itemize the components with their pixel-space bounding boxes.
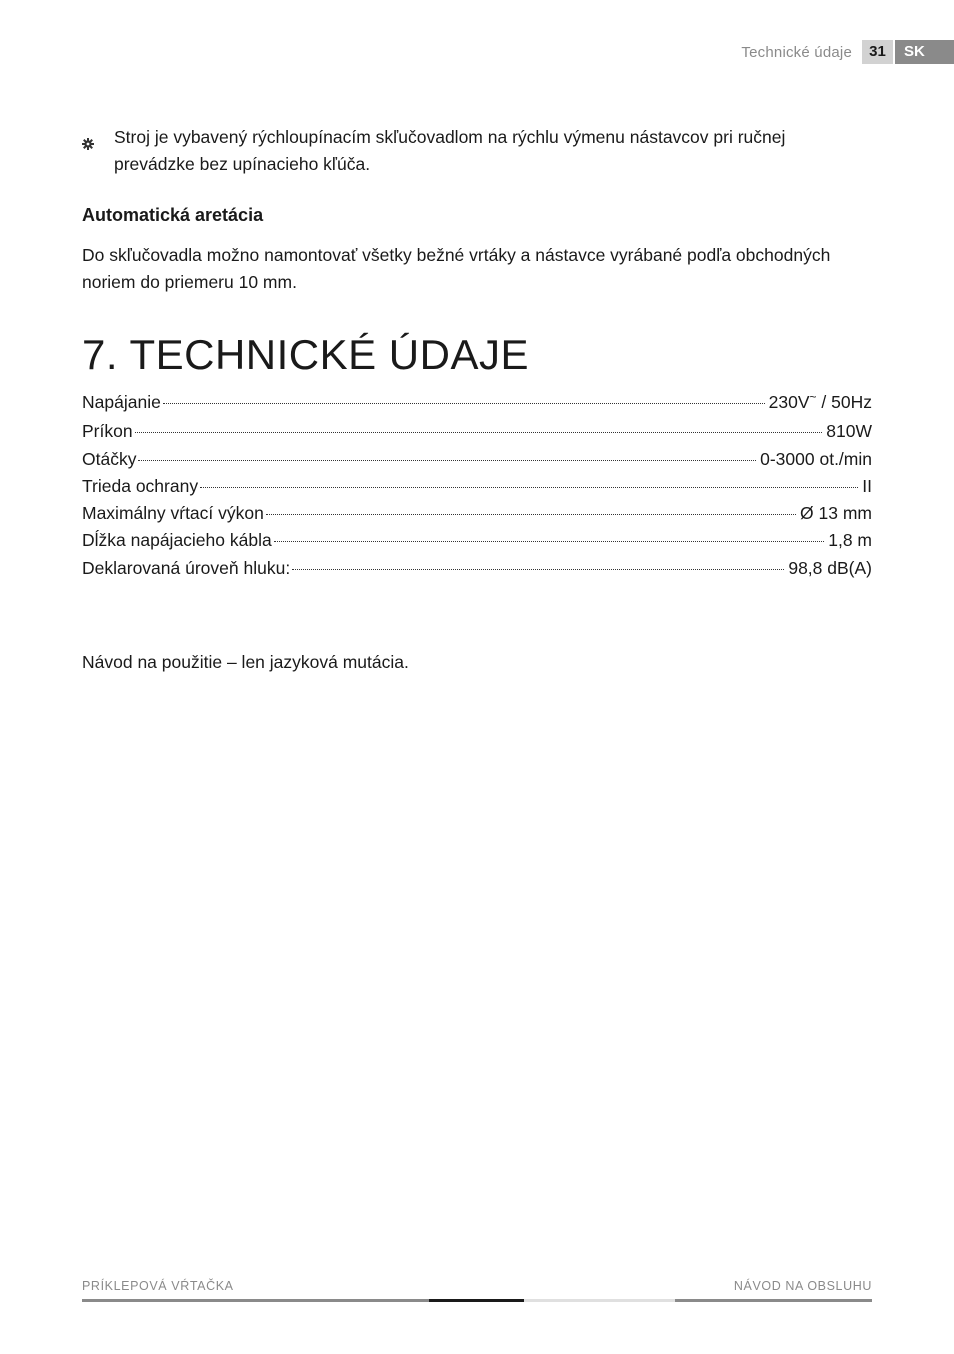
dot-leader xyxy=(292,569,784,570)
footer-bar-segment xyxy=(524,1299,675,1302)
spec-row-noise-level xyxy=(82,555,872,582)
footer-manual-label: NÁVOD NA OBSLUHU xyxy=(733,1279,872,1293)
dot-leader xyxy=(135,432,823,433)
footer-bar-segment xyxy=(82,1299,429,1302)
dot-leader xyxy=(200,487,858,488)
spec-label: Napájanie xyxy=(82,392,161,412)
page-footer xyxy=(82,1279,872,1302)
bullet-text xyxy=(114,124,872,178)
spec-label: Dĺžka napájacieho kábla xyxy=(82,530,272,551)
spec-value: 98,8 dB(A) xyxy=(788,557,872,578)
spec-label: Otáčky xyxy=(82,448,137,469)
chuck-paragraph xyxy=(82,242,872,296)
spec-label: Trieda ochrany xyxy=(82,475,199,496)
spec-value-frequency: / 50Hz xyxy=(816,392,872,412)
header-language-tab: SK xyxy=(895,40,954,64)
spec-value: 0-3000 ot./min xyxy=(760,448,872,469)
dot-leader xyxy=(274,541,825,542)
paragraph-line-2: noriem do priemeru 10 mm. xyxy=(82,272,297,292)
footer-bar-segment xyxy=(675,1299,872,1302)
bullet-item xyxy=(82,124,872,178)
dot-leader xyxy=(163,403,765,404)
page-header xyxy=(741,40,954,64)
spec-value-voltage: 230V xyxy=(768,392,810,412)
header-page-number: 31 xyxy=(862,40,893,64)
section-title: 7. TECHNICKÉ ÚDAJE xyxy=(82,331,529,378)
spec-label: Deklarovaná úroveň hluku: xyxy=(82,557,291,578)
spec-label: Príkon xyxy=(82,421,133,442)
spec-value-ac-symbol: ~ xyxy=(809,390,817,404)
bullet-text-line-1: Stroj je vybavený rýchloupínacím skľučovadlom na rýchlu výmenu nástavcov pri ručnej xyxy=(114,127,786,147)
spec-row-power-supply xyxy=(82,389,872,418)
spec-value xyxy=(769,389,872,418)
page-content xyxy=(82,124,872,676)
spec-row-protection-class xyxy=(82,473,872,500)
dot-leader xyxy=(266,514,796,515)
spec-row-drilling-capacity xyxy=(82,500,872,527)
footer-bar-segment xyxy=(429,1299,524,1302)
spec-label: Maximálny vŕtací výkon xyxy=(82,503,264,524)
footer-divider xyxy=(82,1299,872,1302)
language-note: Návod na použitie – len jazyková mutácia. xyxy=(82,652,409,673)
spec-value: Ø 13 mm xyxy=(800,503,872,524)
spec-row-speed xyxy=(82,446,872,473)
header-section-title: Technické údaje xyxy=(741,43,852,61)
dot-leader xyxy=(138,460,756,461)
spec-value: 810W xyxy=(826,421,872,442)
spec-value: 1,8 m xyxy=(828,530,872,551)
footer-product-name: PRÍKLEPOVÁ VŔTAČKA xyxy=(82,1279,234,1293)
spec-row-cable-length xyxy=(82,527,872,554)
bullet-text-line-2: prevádzke bez upínacieho kľúča. xyxy=(114,154,371,174)
gear-bullet-icon xyxy=(82,124,114,158)
paragraph-line-1: Do skľučovadla možno namontovať všetky bežné vrtáky a nástavce vyrábané podľa obchodných xyxy=(82,245,831,265)
spec-row-power-input xyxy=(82,418,872,445)
spec-list xyxy=(82,389,872,582)
subheading-automatic-lock: Automatická aretácia xyxy=(82,205,264,225)
spec-value: II xyxy=(862,475,872,496)
